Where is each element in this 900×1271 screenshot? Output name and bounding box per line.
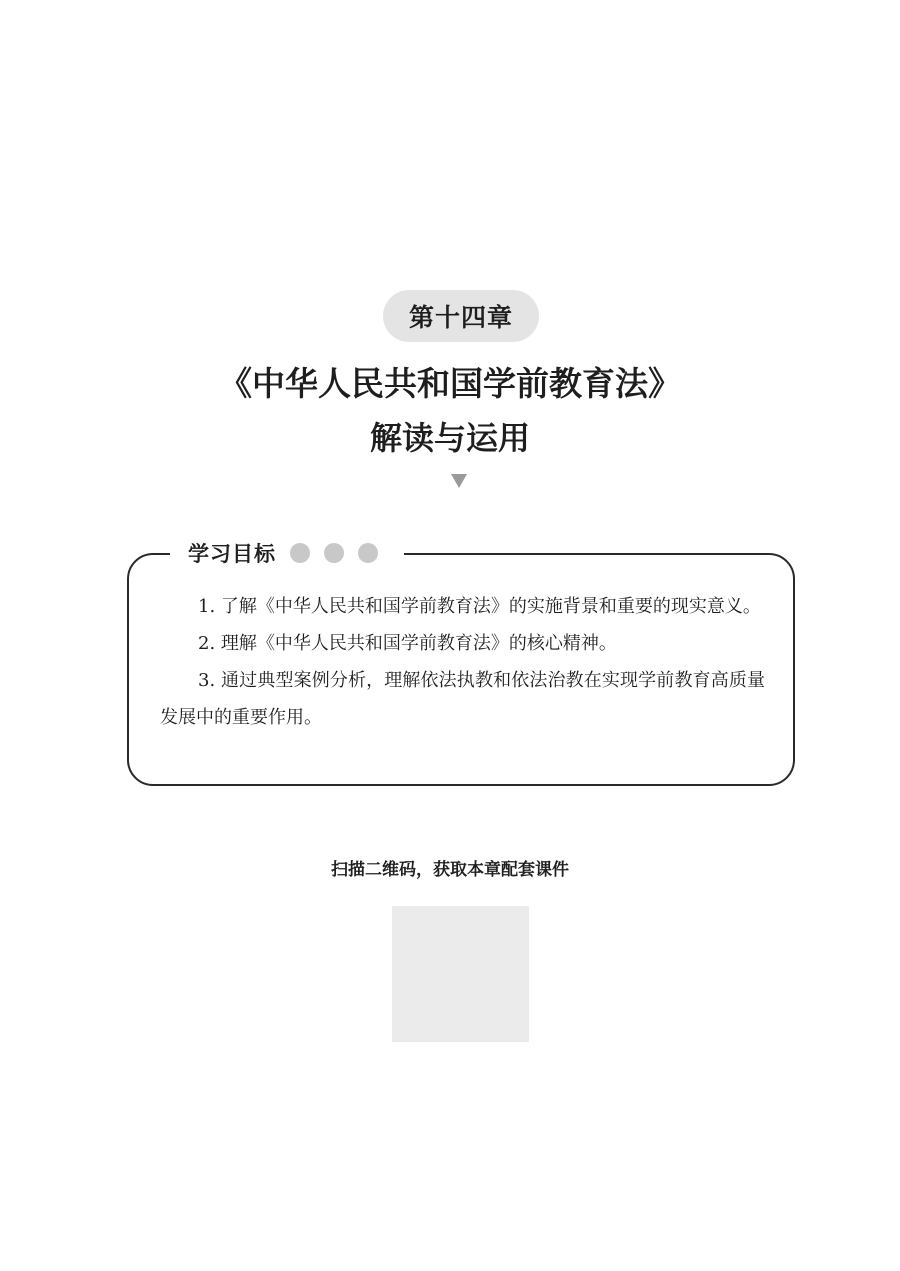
dot-icon [358,543,378,563]
scan-qr-instruction: 扫描二维码，获取本章配套课件 [331,860,569,880]
learning-goals-header [170,534,404,572]
chapter-title-line-1: 《中华人民共和国学前教育法》 [219,364,681,403]
learning-goal-item: 2. 理解《中华人民共和国学前教育法》的核心精神。 [198,633,617,654]
qr-code-placeholder[interactable] [392,906,529,1042]
dot-icon [324,543,344,563]
chapter-title-line-2: 解读与运用 [369,419,530,457]
learning-goal-item: 3. 通过典型案例分析，理解依法执教和依法治教在实现学前教育高质量发展中的重要作用。 [160,670,765,728]
chapter-label: 第十四章 [383,290,539,342]
learning-goal-item: 1. 了解《中华人民共和国学前教育法》的实施背景和重要的现实意义。 [198,596,761,617]
learning-goals-list [160,588,765,736]
learning-goals-title: 学习目标 [188,542,276,566]
dot-icon [290,543,310,563]
down-triangle-icon [451,474,467,488]
